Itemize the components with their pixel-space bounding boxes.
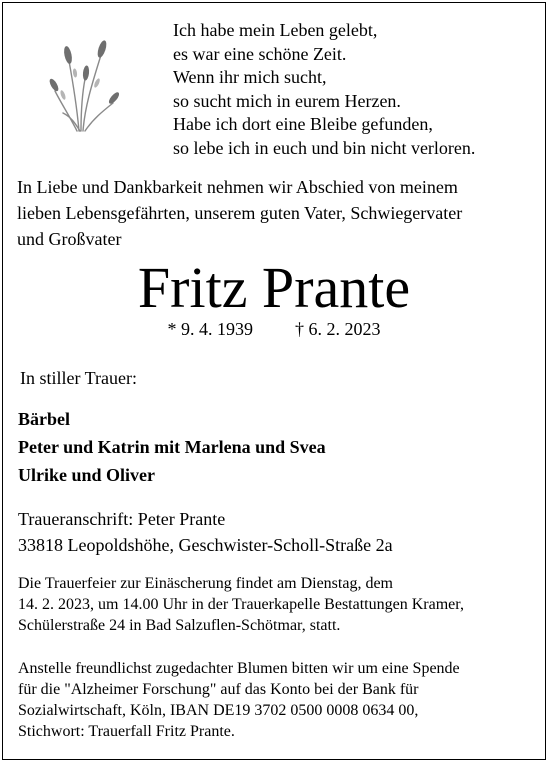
intro-line: In Liebe und Dankbarkeit nehmen wir Abschied von meinem (17, 177, 458, 197)
poem-line: Wenn ihr mich sucht, (173, 67, 327, 87)
ceremony-line: 14. 2. 2023, um 14.00 Uhr in der Trauerkapelle Bestattungen Kramer, (18, 596, 464, 613)
farewell-intro (17, 174, 537, 252)
family-names (18, 405, 326, 489)
donation-line: Sozialwirtschaft, Köln, IBAN DE19 3702 0500 0008 0634 00, (18, 702, 419, 719)
obituary-notice (2, 2, 546, 760)
intro-line: und Großvater (17, 229, 122, 249)
donation-info (18, 658, 460, 742)
ceremony-line: Schülerstraße 24 in Bad Salzuflen-Schötmar, statt. (18, 617, 341, 634)
death-date: † 6. 2. 2023 (295, 319, 381, 339)
deceased-name: Fritz Prante (137, 255, 411, 320)
address-line: 33818 Leopoldshöhe, Geschwister-Scholl-Straße 2a (18, 535, 393, 555)
poem-line: so sucht mich in eurem Herzen. (173, 90, 401, 111)
birth-date: * 9. 4. 1939 (167, 319, 253, 339)
life-dates (3, 319, 545, 340)
mourning-label: In stiller Trauer: (20, 368, 137, 388)
ceremony-info (18, 573, 464, 636)
donation-line: Anstelle freundlichst zugedachter Blumen bitten wir um eine Spende (18, 660, 460, 677)
poem-line: Ich habe mein Leben gelebt, (173, 20, 378, 40)
poem-line: es war eine schöne Zeit. (173, 43, 347, 64)
donation-line: Stichwort: Trauerfall Fritz Prante. (18, 723, 235, 740)
family-member: Bärbel (18, 409, 70, 429)
intro-line: lieben Lebensgefährten, unserem guten Vater, Schwiegervater (17, 203, 463, 223)
family-member: Peter und Katrin mit Marlena und Svea (18, 437, 326, 457)
poem-line: Habe ich dort eine Bleibe gefunden, (173, 114, 433, 134)
ceremony-line: Die Trauerfeier zur Einäscherung findet am Dienstag, dem (18, 575, 393, 592)
poem-line: so lebe ich in euch und bin nicht verloren. (173, 137, 476, 158)
address-line: Traueranschrift: Peter Prante (18, 509, 226, 529)
poem (173, 19, 475, 160)
mourning-address (18, 506, 393, 558)
donation-line: für die "Alzheimer Forschung" auf das Konto bei der Bank für (18, 681, 419, 698)
family-member: Ulrike und Oliver (18, 465, 156, 485)
wheat-stalks-icon (49, 33, 119, 133)
